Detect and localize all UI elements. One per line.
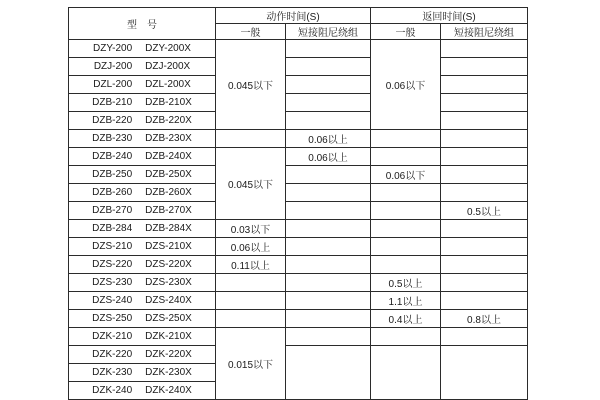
model-cell bbox=[69, 274, 216, 292]
model-name-x: DZS-210X bbox=[145, 241, 192, 252]
action-general-cell: 0.015以下 bbox=[216, 328, 286, 400]
model-cell bbox=[69, 238, 216, 256]
action-short-damping-cell bbox=[286, 58, 371, 76]
table-row bbox=[69, 310, 528, 328]
return-short-damping-cell bbox=[441, 274, 528, 292]
model-cell bbox=[69, 328, 216, 346]
action-short-damping-cell bbox=[286, 166, 371, 184]
return-general-cell bbox=[371, 328, 441, 346]
return-general-cell: 0.5以上 bbox=[371, 274, 441, 292]
model-name-x: DZY-200X bbox=[145, 43, 191, 54]
model-cell bbox=[69, 58, 216, 76]
model-name: DZK-240 bbox=[92, 385, 133, 396]
model-name: DZK-210 bbox=[92, 331, 133, 342]
model-name-x: DZB-230X bbox=[145, 133, 192, 144]
table-row bbox=[69, 256, 528, 274]
return-general-cell: 0.06以下 bbox=[371, 166, 441, 184]
return-short-damping-cell bbox=[441, 184, 528, 202]
model-name: DZS-220 bbox=[92, 259, 133, 270]
return-general-cell bbox=[371, 184, 441, 202]
table-row bbox=[69, 40, 528, 58]
return-short-damping-cell bbox=[441, 166, 528, 184]
model-name: DZS-210 bbox=[92, 241, 133, 252]
return-general-cell bbox=[371, 148, 441, 166]
model-name-x: DZB-270X bbox=[145, 205, 192, 216]
model-name: DZB-220 bbox=[92, 115, 133, 126]
relay-spec-table bbox=[68, 7, 528, 400]
return-general-cell bbox=[371, 220, 441, 238]
table-row bbox=[69, 346, 528, 364]
model-name-x: DZL-200X bbox=[145, 79, 191, 90]
header-action-time: 动作时间(S) bbox=[216, 8, 371, 24]
return-short-damping-cell bbox=[441, 40, 528, 58]
model-cell bbox=[69, 94, 216, 112]
action-short-damping-cell bbox=[286, 76, 371, 94]
action-short-damping-cell bbox=[286, 220, 371, 238]
model-name: DZB-270 bbox=[92, 205, 133, 216]
return-general-cell bbox=[371, 202, 441, 220]
action-short-damping-cell bbox=[286, 292, 371, 310]
model-name: DZY-200 bbox=[93, 43, 133, 54]
model-cell bbox=[69, 130, 216, 148]
table-row bbox=[69, 220, 528, 238]
return-general-cell: 1.1以上 bbox=[371, 292, 441, 310]
return-general-cell bbox=[371, 256, 441, 274]
return-general-cell: 0.06以下 bbox=[371, 40, 441, 130]
table-row bbox=[69, 328, 528, 346]
return-short-damping-cell bbox=[441, 220, 528, 238]
model-name-x: DZK-210X bbox=[145, 331, 192, 342]
table-row bbox=[69, 94, 528, 112]
model-name: DZB-284 bbox=[92, 223, 133, 234]
model-name: DZK-230 bbox=[92, 367, 133, 378]
spec-table-container bbox=[68, 7, 528, 400]
model-name: DZS-250 bbox=[92, 313, 133, 324]
model-name-x: DZB-260X bbox=[145, 187, 192, 198]
model-name-x: DZB-220X bbox=[145, 115, 192, 126]
table-row bbox=[69, 274, 528, 292]
action-short-damping-cell bbox=[286, 112, 371, 130]
model-cell bbox=[69, 382, 216, 400]
model-cell bbox=[69, 166, 216, 184]
model-name: DZK-220 bbox=[92, 349, 133, 360]
model-cell bbox=[69, 364, 216, 382]
model-cell bbox=[69, 76, 216, 94]
table-row bbox=[69, 238, 528, 256]
model-name-x: DZK-230X bbox=[145, 367, 192, 378]
action-short-damping-cell bbox=[286, 346, 371, 400]
return-short-damping-cell: 0.5以上 bbox=[441, 202, 528, 220]
model-name-x: DZS-240X bbox=[145, 295, 192, 306]
return-short-damping-cell bbox=[441, 148, 528, 166]
return-short-damping-cell: 0.8以上 bbox=[441, 310, 528, 328]
model-name-x: DZS-220X bbox=[145, 259, 192, 270]
return-short-damping-cell bbox=[441, 58, 528, 76]
return-short-damping-cell bbox=[441, 292, 528, 310]
table-row bbox=[69, 112, 528, 130]
action-short-damping-cell bbox=[286, 184, 371, 202]
header-return-general: 一般 bbox=[371, 24, 441, 40]
action-general-cell: 0.045以下 bbox=[216, 148, 286, 220]
action-general-cell: 0.06以上 bbox=[216, 238, 286, 256]
action-short-damping-cell: 0.06以上 bbox=[286, 130, 371, 148]
model-name-x: DZK-220X bbox=[145, 349, 192, 360]
table-row bbox=[69, 166, 528, 184]
action-short-damping-cell bbox=[286, 328, 371, 346]
model-name: DZB-260 bbox=[92, 187, 133, 198]
model-name-x: DZS-230X bbox=[145, 277, 192, 288]
model-cell bbox=[69, 346, 216, 364]
table-row bbox=[69, 292, 528, 310]
model-name-x: DZB-210X bbox=[145, 97, 192, 108]
table-row bbox=[69, 202, 528, 220]
return-short-damping-cell bbox=[441, 328, 528, 346]
return-general-cell bbox=[371, 238, 441, 256]
model-name: DZB-250 bbox=[92, 169, 133, 180]
model-name-x: DZS-250X bbox=[145, 313, 192, 324]
action-general-cell: 0.045以下 bbox=[216, 40, 286, 130]
action-short-damping-cell bbox=[286, 94, 371, 112]
model-cell bbox=[69, 184, 216, 202]
model-name: DZJ-200 bbox=[93, 61, 133, 72]
model-name-x: DZK-240X bbox=[145, 385, 192, 396]
action-general-cell bbox=[216, 310, 286, 328]
action-general-cell bbox=[216, 130, 286, 148]
action-general-cell bbox=[216, 274, 286, 292]
model-cell bbox=[69, 112, 216, 130]
header-action-short-damping: 短接阻尼绕组 bbox=[286, 24, 371, 40]
table-row bbox=[69, 184, 528, 202]
model-name-x: DZJ-200X bbox=[145, 61, 191, 72]
model-name: DZS-240 bbox=[92, 295, 133, 306]
model-name-x: DZB-250X bbox=[145, 169, 192, 180]
action-general-cell bbox=[216, 292, 286, 310]
table-header bbox=[69, 8, 528, 40]
model-cell bbox=[69, 310, 216, 328]
return-general-cell: 0.4以上 bbox=[371, 310, 441, 328]
action-short-damping-cell bbox=[286, 310, 371, 328]
action-short-damping-cell bbox=[286, 40, 371, 58]
model-cell bbox=[69, 148, 216, 166]
model-name: DZB-230 bbox=[92, 133, 133, 144]
return-general-cell bbox=[371, 130, 441, 148]
return-short-damping-cell bbox=[441, 346, 528, 400]
action-short-damping-cell bbox=[286, 256, 371, 274]
action-short-damping-cell bbox=[286, 202, 371, 220]
return-short-damping-cell bbox=[441, 238, 528, 256]
return-short-damping-cell bbox=[441, 94, 528, 112]
header-return-time: 返回时间(S) bbox=[371, 8, 528, 24]
action-short-damping-cell bbox=[286, 274, 371, 292]
table-body bbox=[69, 40, 528, 400]
header-model: 型 号 bbox=[69, 8, 216, 40]
header-action-general: 一般 bbox=[216, 24, 286, 40]
header-row-1 bbox=[69, 8, 528, 24]
return-general-cell bbox=[371, 346, 441, 400]
model-name: DZB-210 bbox=[92, 97, 133, 108]
action-general-cell: 0.03以下 bbox=[216, 220, 286, 238]
model-cell bbox=[69, 202, 216, 220]
model-name-x: DZB-240X bbox=[145, 151, 192, 162]
action-short-damping-cell: 0.06以上 bbox=[286, 148, 371, 166]
table-row bbox=[69, 76, 528, 94]
model-cell bbox=[69, 292, 216, 310]
return-short-damping-cell bbox=[441, 112, 528, 130]
action-general-cell: 0.11以上 bbox=[216, 256, 286, 274]
table-row bbox=[69, 130, 528, 148]
header-return-short-damping: 短接阻尼绕组 bbox=[441, 24, 528, 40]
model-name: DZL-200 bbox=[93, 79, 133, 90]
action-short-damping-cell bbox=[286, 238, 371, 256]
return-short-damping-cell bbox=[441, 130, 528, 148]
model-cell bbox=[69, 40, 216, 58]
table-row bbox=[69, 58, 528, 76]
table-row bbox=[69, 148, 528, 166]
return-short-damping-cell bbox=[441, 256, 528, 274]
model-cell bbox=[69, 220, 216, 238]
return-short-damping-cell bbox=[441, 76, 528, 94]
model-name: DZB-240 bbox=[92, 151, 133, 162]
model-name: DZS-230 bbox=[92, 277, 133, 288]
model-name-x: DZB-284X bbox=[145, 223, 192, 234]
model-cell bbox=[69, 256, 216, 274]
